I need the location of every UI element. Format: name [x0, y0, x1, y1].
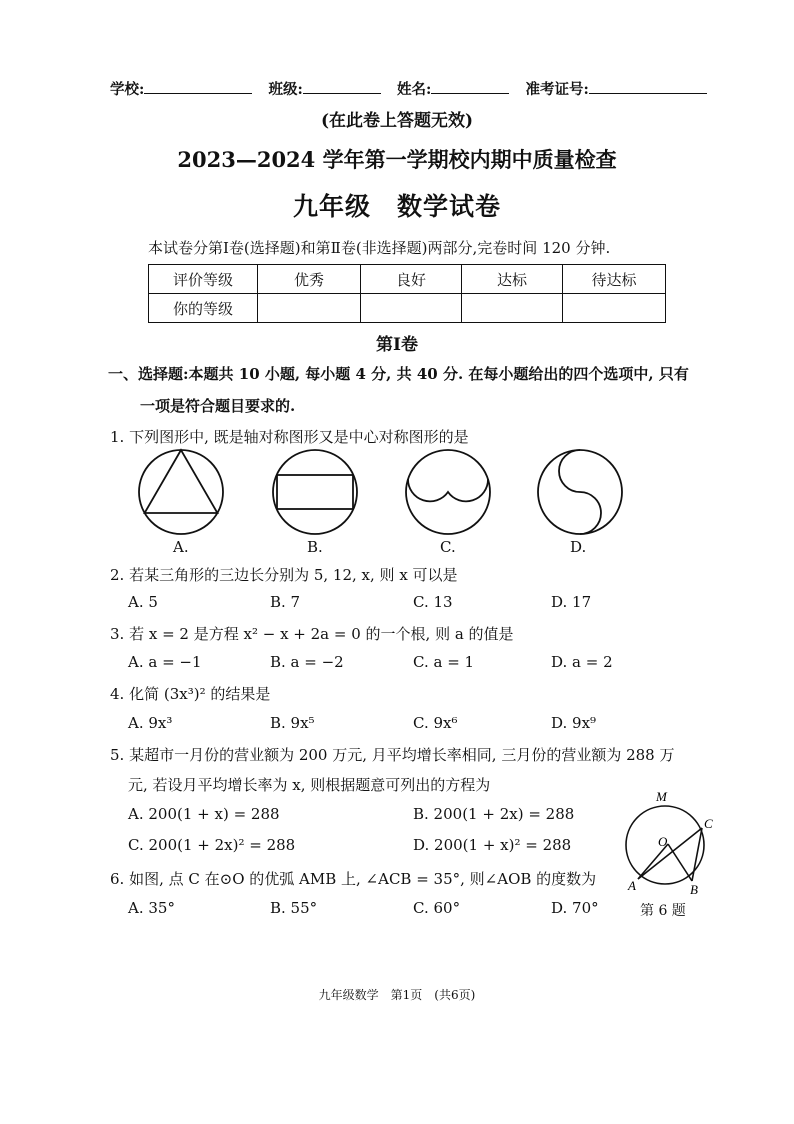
school-label: 学校:: [110, 81, 145, 98]
section-heading: 一、选择题:本题共 10 小题, 每小题 4 分, 共 40 分. 在每小题给出的四个选项中, 只有: [108, 365, 689, 383]
exam-no-blank: [589, 79, 707, 94]
name-label: 姓名:: [396, 81, 432, 98]
class-label: 班级:: [268, 81, 303, 98]
table-cell: 待达标: [563, 265, 666, 294]
question-3-option-b[interactable]: B. a = −2: [270, 653, 344, 671]
table-row: [149, 265, 666, 294]
question-6-option-d[interactable]: D. 70°: [551, 899, 599, 917]
figure6-label-a: A: [628, 878, 636, 893]
table-cell: 评价等级: [149, 265, 258, 294]
question-4-option-c[interactable]: C. 9x⁶: [413, 714, 458, 732]
option-a-circle: [139, 450, 223, 534]
table-cell: 你的等级: [149, 294, 258, 323]
figure6-label-b: B: [690, 882, 698, 897]
question-4-option-b[interactable]: B. 9x⁵: [270, 714, 315, 732]
segment-bc: [692, 828, 702, 881]
table-row: [149, 294, 666, 323]
segment-oa: [638, 844, 668, 879]
question-1-option-a[interactable]: A.: [173, 538, 189, 556]
name-blank: [431, 79, 509, 94]
figure6-label-m: M: [656, 789, 667, 804]
exam-no-label: 准考证号:: [525, 81, 589, 98]
question-5-stem-line2: 元, 若设月平均增长率为 x, 则根据题意可列出的方程为: [128, 776, 491, 794]
question-2-option-a[interactable]: A. 5: [128, 593, 158, 611]
question-5-option-b[interactable]: B. 200(1 + 2x) = 288: [413, 805, 575, 823]
question-3-stem: 3. 若 x = 2 是方程 x² − x + 2a = 0 的一个根, 则 a 的值是: [110, 625, 514, 643]
page-footer: 九年级数学 第1页 (共6页): [318, 988, 476, 1002]
question-5-option-d[interactable]: D. 200(1 + x)² = 288: [413, 836, 572, 854]
question-5-option-a[interactable]: A. 200(1 + x) = 288: [128, 805, 280, 823]
exam-subtitle: 九年级 数学试卷: [292, 192, 501, 221]
student-info-line: [110, 78, 707, 99]
question-1-stem: 1. 下列图形中, 既是轴对称图形又是中心对称图形的是: [110, 428, 469, 446]
grade-input-cell[interactable]: [258, 294, 361, 323]
question-2-stem: 2. 若某三角形的三边长分别为 5, 12, x, 则 x 可以是: [110, 566, 458, 584]
grade-table: [148, 264, 666, 323]
question-3-option-c[interactable]: C. a = 1: [413, 653, 475, 671]
question-1-figures: [130, 446, 640, 538]
question-4-option-a[interactable]: A. 9x³: [128, 714, 173, 732]
question-6-option-c[interactable]: C. 60°: [413, 899, 461, 917]
grade-input-cell[interactable]: [563, 294, 666, 323]
question-6-option-b[interactable]: B. 55°: [270, 899, 318, 917]
question-2-option-d[interactable]: D. 17: [551, 593, 592, 611]
question-3-option-a[interactable]: A. a = −1: [128, 653, 202, 671]
option-c-arcs: [408, 479, 488, 501]
option-d-curve: [559, 450, 601, 534]
question-1-option-b[interactable]: B.: [307, 538, 323, 556]
segment-ob: [668, 844, 692, 881]
question-4-option-d[interactable]: D. 9x⁹: [551, 714, 597, 732]
option-b-circle: [273, 450, 357, 534]
exam-intro: 本试卷分第Ⅰ卷(选择题)和第Ⅱ卷(非选择题)两部分,完卷时间 120 分钟.: [148, 239, 611, 257]
table-cell: 良好: [361, 265, 462, 294]
question-6-stem: 6. 如图, 点 C 在⊙O 的优弧 AMB 上, ∠ACB = 35°, 则∠AOB 的度数为: [110, 870, 597, 888]
invalid-note: (在此卷上答题无效): [320, 111, 474, 131]
figure6-caption: 第 6 题: [640, 903, 686, 919]
grade-input-cell[interactable]: [462, 294, 563, 323]
question-4-stem: 4. 化简 (3x³)² 的结果是: [110, 685, 271, 703]
question-5-option-c[interactable]: C. 200(1 + 2x)² = 288: [128, 836, 296, 854]
question-2-option-c[interactable]: C. 13: [413, 593, 453, 611]
question-3-option-d[interactable]: D. a = 2: [551, 653, 613, 671]
figure6-label-o: O: [658, 834, 668, 849]
question-1-option-d[interactable]: D.: [570, 538, 587, 556]
table-cell: 优秀: [258, 265, 361, 294]
table-cell: 达标: [462, 265, 563, 294]
section-heading-cont: 一项是符合题目要求的.: [140, 397, 296, 415]
question-2-option-b[interactable]: B. 7: [270, 593, 301, 611]
part-title: 第Ⅰ卷: [376, 335, 418, 355]
question-6-figure: [618, 786, 718, 898]
figure6-label-c: C: [704, 816, 713, 831]
question-6-option-a[interactable]: A. 35°: [128, 899, 175, 917]
question-5-stem-line1: 5. 某超市一月份的营业额为 200 万元, 月平均增长率相同, 三月份的营业额为 288 万: [110, 746, 675, 764]
exam-title: 2023—2024 学年第一学期校内期中质量检查: [177, 147, 617, 172]
school-blank: [144, 79, 252, 94]
question-1-option-c[interactable]: C.: [440, 538, 456, 556]
grade-input-cell[interactable]: [361, 294, 462, 323]
option-b-rectangle: [277, 475, 353, 509]
class-blank: [303, 79, 381, 94]
segment-ac: [638, 828, 702, 879]
